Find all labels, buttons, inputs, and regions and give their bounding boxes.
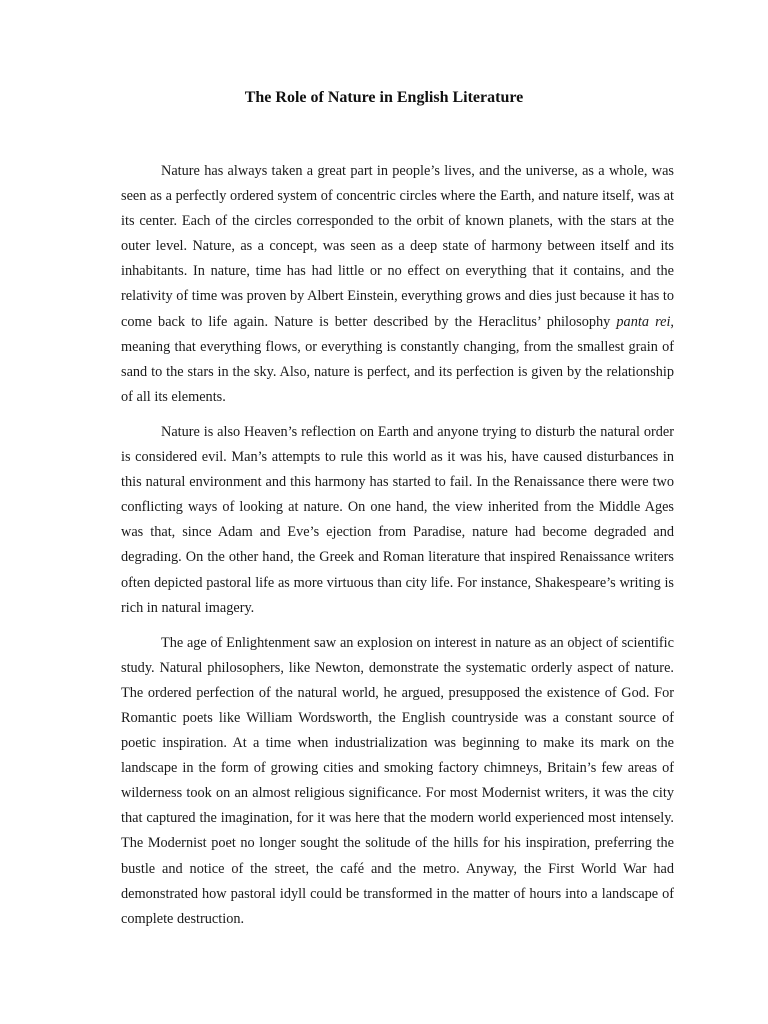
paragraph-1-text-start: Nature has always taken a great part in people’s lives, and the universe, as a whole, was seen as a perfectly ordered system of concentric circles where the Earth, and nature itself, was at its center. Each of the circles corresponded to the orbit of known planets, with the stars at the outer level. Nature, as a concept, was seen as a deep state of harmony between itself and its inhabitants. In nature, time has had little or no effect on everything that it contains, and the relativity of time was proven by Albert Einstein, everything grows and dies just because it has to come back to life again. Nature is better described by the Heraclitus’ philosophy bbox=[121, 163, 674, 330]
paragraph-1-text-end: , meaning that everything flows, or everything is constantly changing, from the smallest grain of sand to the stars in the sky. Also, nature is perfect, and its perfection is given by the relationship of all its elements. bbox=[121, 313, 674, 405]
paragraph-1 bbox=[121, 159, 674, 410]
document-title: The Role of Nature in English Literature bbox=[244, 89, 524, 106]
paragraph-1-italic-term: panta rei bbox=[616, 313, 671, 330]
paragraph-3: The age of Enlightenment saw an explosion on interest in nature as an object of scientific study. Natural philosophers, like Newton, demonstrate the systematic orderly aspect of nature. The ordered perfection of the natural world, he argued, presupposed the existence of God. For Romantic poets like William Wordsworth, the English countryside was a constant source of poetic inspiration. At a time when industrialization was beginning to make its mark on the landscape in the form of growing cities and smoking factory chimneys, Britain’s few areas of wilderness took on an almost religious significance. For most Modernist writers, it was the city that captured the imagination, for it was here that the modern world experienced most intensely. The Modernist poet no longer sought the solitude of the hills for his inspiration, preferring the bustle and notice of the street, the café and the metro. Anyway, the First World War had demonstrated how pastoral idyll could be transformed in the matter of hours into a landscape of complete destruction. bbox=[121, 634, 674, 927]
document-body bbox=[121, 159, 674, 942]
paragraph-2: Nature is also Heaven’s reflection on Earth and anyone trying to disturb the natural order is considered evil. Man’s attempts to rule this world as it was his, have caused disturbances in this natural environment and this harmony has started to fail. In the Renaissance there were two conflicting ways of looking at nature. On one hand, the view inherited from the Middle Ages was that, since Adam and Eve’s ejection from Paradise, nature had become degraded and degrading. On the other hand, the Greek and Roman literature that inspired Renaissance writers often depicted pastoral life as more virtuous than city life. For instance, Shakespeare’s writing is rich in natural imagery. bbox=[121, 423, 674, 616]
